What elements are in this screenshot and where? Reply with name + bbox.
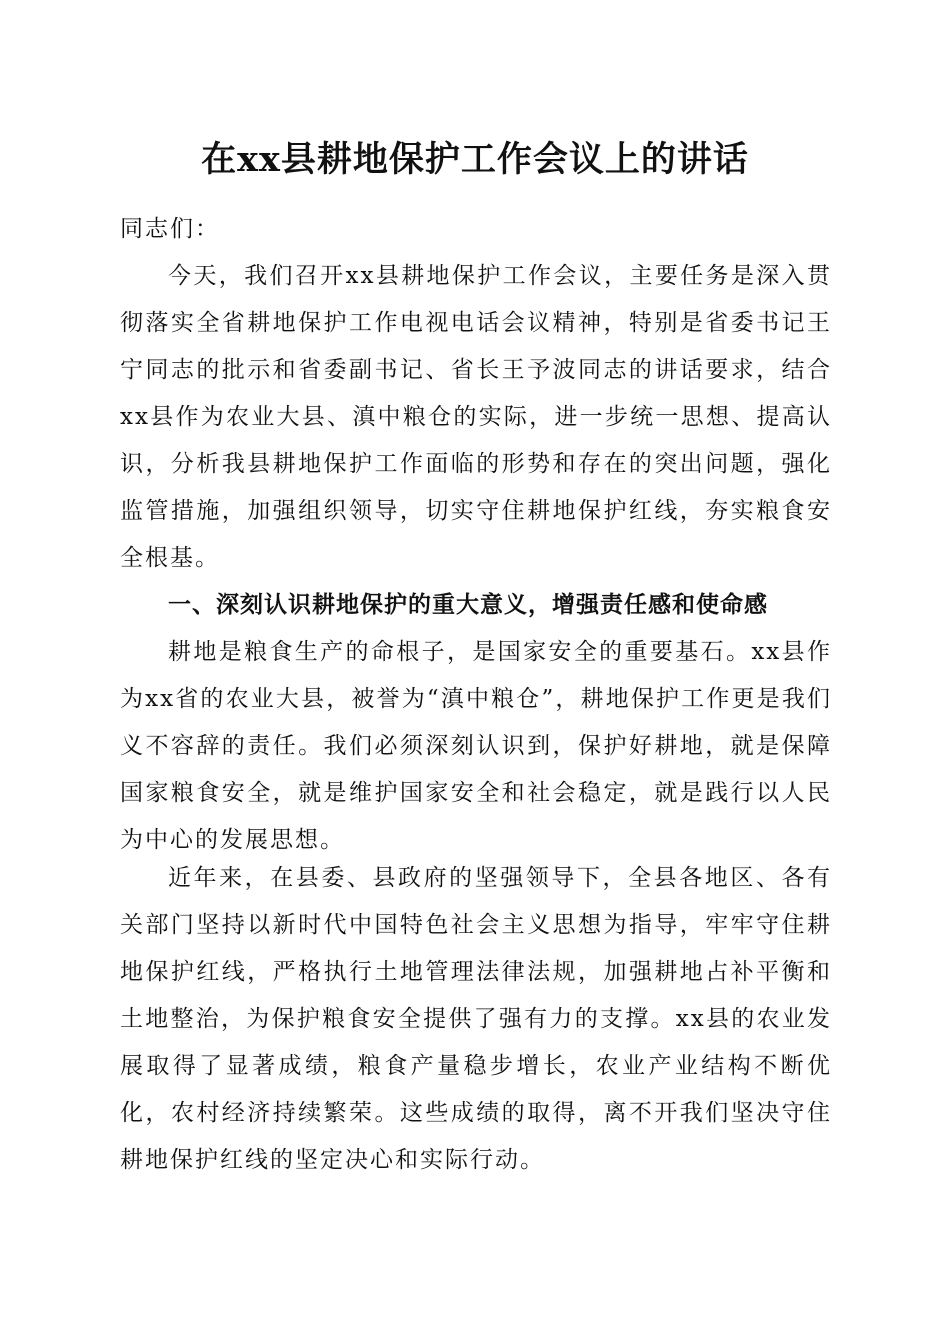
paragraph-significance: 耕地是粮食生产的命根子，是国家安全的重要基石。xx县作为xx省的农业大县，被誉为“滇中粮仓”，耕地保护工作更是我们义不容辞的责任。我们必须深刻认识到，保护好耕地，就是保障国家粮食安全，就是维护国家安全和社会稳定，就是践行以人民为中心的发展思想。: [120, 639, 832, 853]
section-heading: 一、深刻认识耕地保护的重大意义，增强责任感和使命感: [168, 592, 768, 618]
document-title: 在xx县耕地保护工作会议上的讲话: [201, 139, 749, 180]
paragraph-achievements: 近年来，在县委、县政府的坚强领导下，全县各地区、各有关部门坚持以新时代中国特色社会主义思想为指导，牢牢守住耕地保护红线，严格执行土地管理法律法规，加强耕地占补平衡和土地整治，为保护粮食安全提供了强有力的支撑。xx县的农业发展取得了显著成绩，粮食产量稳步增长，农业产业结构不断优化，农村经济持续繁荣。这些成绩的取得，离不开我们坚决守住耕地保护红线的坚定决心和实际行动。: [120, 865, 832, 1173]
salutation: 同志们：: [120, 216, 220, 242]
paragraph-intro: 今天，我们召开xx县耕地保护工作会议，主要任务是深入贯彻落实全省耕地保护工作电视电话会议精神，特别是省委书记王宁同志的批示和省委副书记、省长王予波同志的讲话要求，结合xx县作为农业大县、滇中粮仓的实际，进一步统一思想、提高认识，分析我县耕地保护工作面临的形势和存在的突出问题，强化监管措施，加强组织领导，切实守住耕地保护红线，夯实粮食安全根基。: [120, 263, 832, 571]
